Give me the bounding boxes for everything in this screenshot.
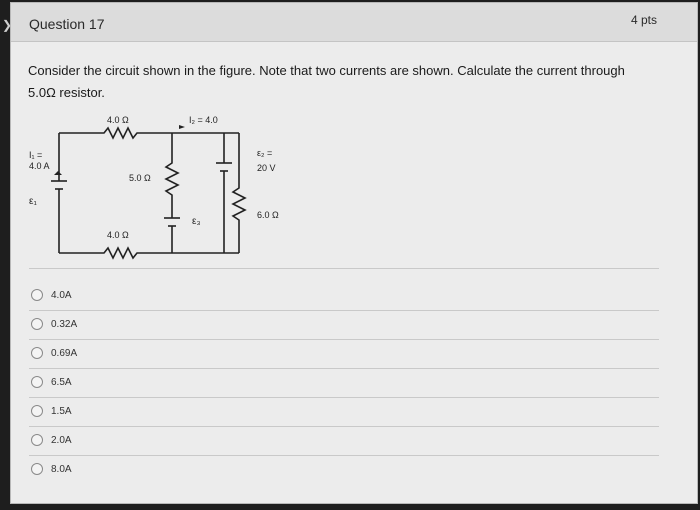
emf-e3-label: ε₃: [192, 216, 201, 227]
radio-button[interactable]: [31, 347, 43, 359]
radio-button[interactable]: [31, 289, 43, 301]
question-text: Consider the circuit shown in the figure. Note that two currents are shown. Calculate the current through 5.0Ω resistor.: [28, 63, 625, 100]
chevron-right-icon[interactable]: ❯: [2, 18, 13, 32]
radio-button[interactable]: [31, 463, 43, 475]
answer-option-3[interactable]: 0.69A: [31, 343, 77, 363]
resistor-top-label: 4.0 Ω: [107, 115, 129, 125]
question-title: Question 17: [29, 16, 105, 32]
resistor-right-label: 6.0 Ω: [257, 210, 279, 220]
answer-option-4[interactable]: 6.5A: [31, 372, 72, 392]
answer-option-6[interactable]: 2.0A: [31, 430, 72, 450]
current-i1-value: 4.0 A: [29, 161, 50, 171]
answer-option-1[interactable]: 4.0A: [31, 285, 72, 305]
emf-e1-label: ε₁: [29, 196, 37, 207]
points-label: 4 pts: [630, 13, 657, 27]
radio-button[interactable]: [31, 405, 43, 417]
option-divider: [29, 368, 659, 369]
option-divider: [29, 455, 659, 456]
answer-option-7[interactable]: 8.0A: [31, 459, 72, 479]
question-header: [2, 3, 697, 42]
resistor-middle-label: 5.0 Ω: [129, 173, 151, 183]
option-divider: [29, 426, 659, 427]
emf-e2-value: 20 V: [257, 163, 276, 173]
current-i2-label: I₂ = 4.0: [189, 115, 218, 125]
resistor-bottom-label: 4.0 Ω: [107, 230, 129, 240]
emf-e2-label: ε₂ =: [257, 148, 273, 158]
radio-button[interactable]: [31, 376, 43, 388]
radio-button[interactable]: [31, 434, 43, 446]
radio-button[interactable]: [31, 318, 43, 330]
question-card: [2, 2, 698, 504]
option-divider: [29, 310, 659, 311]
answer-option-2[interactable]: 0.32A: [31, 314, 77, 334]
answer-option-5[interactable]: 1.5A: [31, 401, 72, 421]
option-divider: [29, 397, 659, 398]
current-i1-label: I₁ =: [29, 150, 43, 160]
circuit-diagram: [29, 113, 269, 263]
option-divider: [29, 268, 659, 269]
option-divider: [29, 339, 659, 340]
